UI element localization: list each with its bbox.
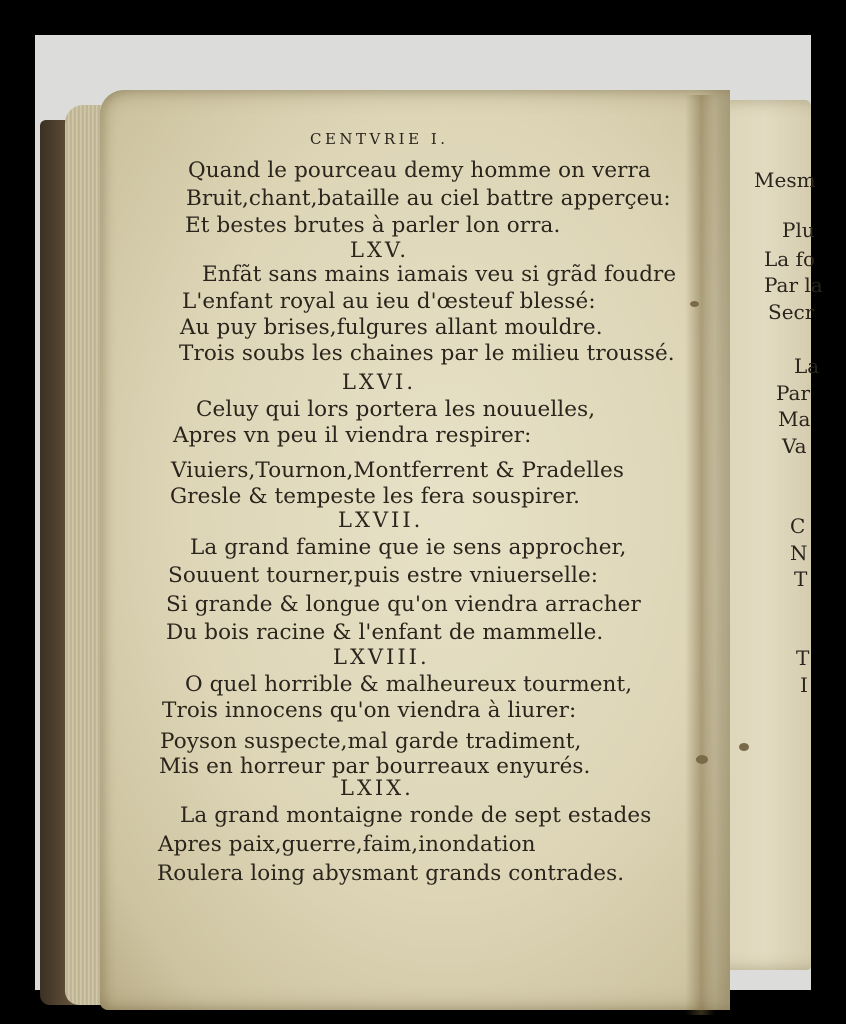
verse-line: La grand famine que ie sens approcher,: [190, 535, 627, 560]
right-page-fragment: Par: [776, 381, 811, 405]
right-page-fragment: Plu: [782, 218, 815, 242]
right-page-fragment: La fo: [764, 247, 816, 271]
worm-hole: [696, 755, 708, 764]
verse-line: Au puy brises,fulgures allant mouldre.: [180, 315, 603, 340]
right-page-fragment: Secr: [768, 300, 815, 324]
verse-line: Quand le pourceau demy homme on verra: [188, 158, 651, 183]
verse-line: Mis en horreur par bourreaux enyurés.: [159, 754, 591, 779]
verse-line: Trois innocens qu'on viendra à liurer:: [162, 698, 577, 723]
right-page-fragment: I: [800, 673, 808, 697]
quatrain-numeral: LXVIII.: [333, 645, 430, 669]
right-page-fragment: Ma: [778, 407, 811, 431]
right-page-fragment: T: [796, 646, 810, 670]
right-page-fragment: T: [794, 567, 808, 591]
verse-line: Gresle & tempeste les fera souspirer.: [170, 484, 581, 509]
worm-hole: [690, 301, 699, 307]
quatrain-numeral: LXV.: [350, 238, 410, 262]
right-page-fragment: Mesm: [754, 168, 816, 192]
verse-line: Bruit,chant,bataille au ciel battre apperçeu:: [186, 186, 671, 211]
verse-line: Si grande & longue qu'on viendra arracher: [166, 592, 641, 617]
book-gutter: [685, 95, 715, 1015]
verse-line: Celuy qui lors portera les nouuelles,: [196, 397, 596, 422]
quatrain-numeral: LXIX.: [340, 776, 414, 800]
verse-line: La grand montaigne ronde de sept estades: [180, 803, 652, 828]
quatrain-numeral: LXVI.: [342, 370, 417, 394]
right-page-fragment: La: [794, 354, 820, 378]
page-header: CENTVRIE I.: [310, 130, 449, 148]
right-page-fragment: Va: [782, 434, 807, 458]
verse-line: O quel horrible & malheureux tourment,: [185, 672, 633, 697]
verse-line: L'enfant royal au ieu d'œsteuf blessé:: [182, 289, 596, 314]
worm-hole: [739, 743, 749, 751]
verse-line: Enfãt sans mains iamais veu si grãd foudre: [202, 262, 677, 287]
verse-line: Poyson suspecte,mal garde tradiment,: [160, 729, 582, 754]
verse-line: Du bois racine & l'enfant de mammelle.: [166, 620, 604, 645]
verse-line: Viuiers,Tournon,Montferrent & Pradelles: [171, 458, 624, 483]
verse-line: Trois soubs les chaines par le milieu troussé.: [179, 341, 675, 366]
right-page-fragment: Par la: [764, 273, 823, 297]
verse-line: Apres vn peu il viendra respirer:: [173, 423, 532, 448]
verse-line: Apres paix,guerre,faim,inondation: [158, 832, 536, 857]
verse-line: Souuent tourner,puis estre vniuerselle:: [168, 563, 599, 588]
quatrain-numeral: LXVII.: [338, 508, 424, 532]
right-page-fragment: C: [790, 514, 806, 538]
verse-line: Roulera loing abysmant grands contrades.: [157, 861, 625, 886]
right-page-fragment: N: [790, 541, 808, 565]
verse-line: Et bestes brutes à parler lon orra.: [185, 213, 561, 238]
